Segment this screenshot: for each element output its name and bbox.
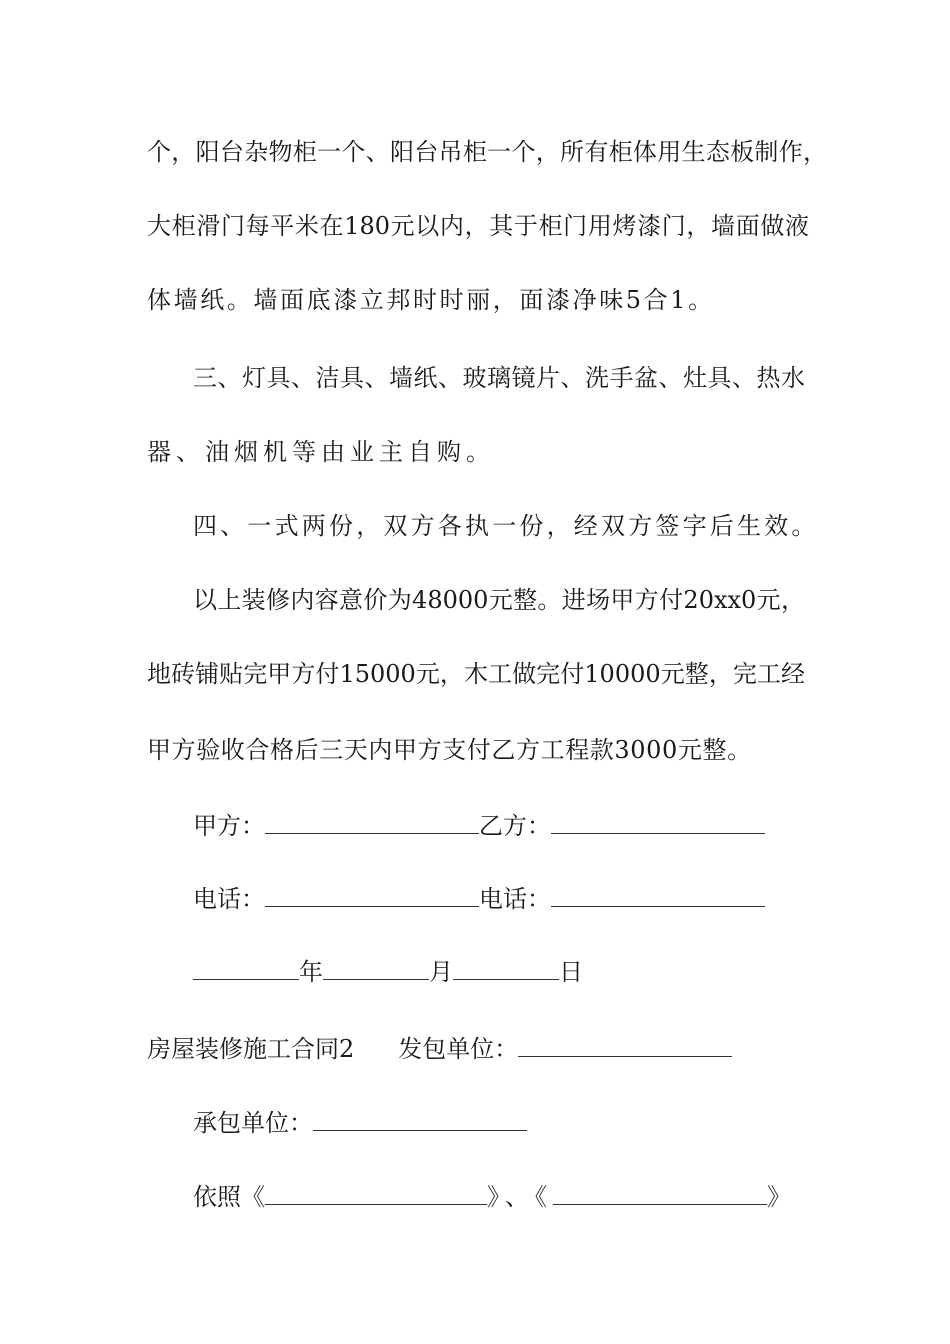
party-a-label: 甲方：: [193, 812, 265, 840]
day-blank[interactable]: [453, 957, 559, 980]
paragraph-line: 体墙纸。墙面底漆立邦时时丽，面漆净味5合1。: [147, 286, 715, 314]
month-blank[interactable]: [323, 957, 429, 980]
party-a-blank[interactable]: [265, 811, 479, 834]
day-label: 日: [559, 958, 583, 986]
basis-blank-2[interactable]: [553, 1182, 767, 1205]
paragraph-line: 以上装修内容意价为48000元整。进场甲方付20xx0元，: [193, 586, 805, 614]
contractor-blank[interactable]: [313, 1108, 527, 1131]
phone-b-blank[interactable]: [551, 884, 765, 907]
contract2-title: 房屋装修施工合同2: [147, 1035, 355, 1063]
paragraph-line: 大柜滑门每平米在180元以内，其于柜门用烤漆门，墙面做液: [147, 212, 809, 240]
party-b-blank[interactable]: [551, 811, 765, 834]
contractor-label: 承包单位：: [193, 1109, 313, 1137]
basis-suffix: 》: [767, 1183, 791, 1211]
phone-a-label: 电话：: [193, 885, 265, 913]
basis-line: [193, 1182, 791, 1212]
contract2-title-line: [147, 1034, 732, 1064]
paragraph-line: 甲方验收合格后三天内甲方支付乙方工程款3000元整。: [147, 736, 752, 764]
basis-blank-1[interactable]: [265, 1182, 487, 1205]
paragraph-line: 地砖铺贴完甲方付15000元，木工做完付10000元整，完工经: [147, 660, 805, 688]
paragraph-line: 个，阳台杂物柜一个、阳台吊柜一个，所有柜体用生态板制作，: [147, 138, 827, 166]
basis-prefix: 依照《: [193, 1183, 265, 1211]
year-blank[interactable]: [193, 957, 299, 980]
month-label: 月: [429, 958, 453, 986]
issuer-blank[interactable]: [518, 1034, 732, 1057]
paragraph-line: 器、油烟机等由业主自购。: [147, 438, 495, 466]
phone-a-blank[interactable]: [265, 884, 479, 907]
issuer-label: 发包单位：: [398, 1035, 519, 1063]
date-line: [193, 957, 583, 987]
contractor-line: [193, 1108, 527, 1138]
paragraph-line: 三、灯具、洁具、墙纸、玻璃镜片、洗手盆、灶具、热水: [193, 364, 805, 392]
party-b-label: 乙方：: [479, 812, 551, 840]
phone-b-label: 电话：: [479, 885, 551, 913]
phone-line: [193, 884, 765, 914]
year-label: 年: [299, 958, 323, 986]
basis-mid: 》、《: [487, 1183, 553, 1211]
party-line: [193, 811, 765, 841]
paragraph-line: 四、一式两份，双方各执一份，经双方签字后生效。: [193, 512, 819, 540]
